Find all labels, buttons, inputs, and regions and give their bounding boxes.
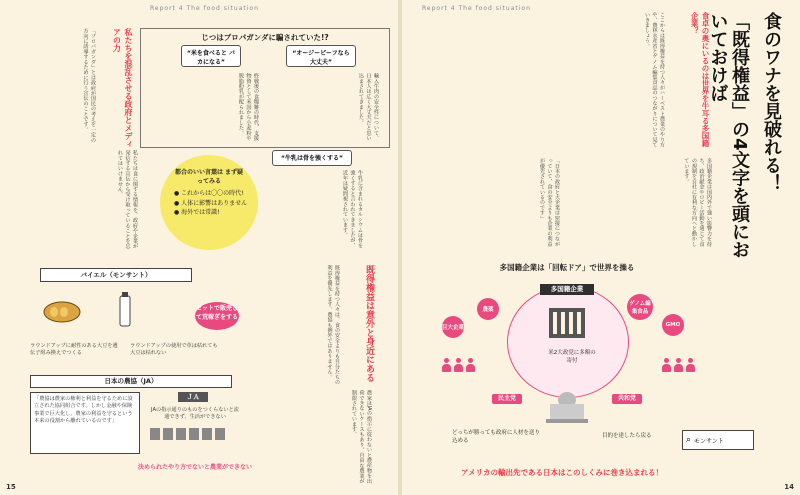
soybean-illustration (40, 290, 150, 340)
ja-text: 「農協は農家の権利と利益を守るために設立された協同組合です。しかし金融や保険事業で巨大化し、農家の利益を守るという本来の役割から離れているのです」 (30, 392, 140, 454)
side-text: 「プロパガンダ」とは政府が国民の考えを一定の方向に誘導するために行う宣伝のことです。 (82, 28, 96, 143)
kiken-heading: 既得権益は意外と身近にある (364, 265, 374, 382)
diagram-ring (507, 286, 629, 398)
diagram-footer: アメリカの輸出先である日本はこのしくみに巻き込まれる！ (461, 468, 663, 477)
callout-list (174, 189, 247, 218)
col-text: 農家はJAの指示に従わないと農産物を出荷できないケースもあり、自由な農業が制限されています。 (350, 390, 372, 484)
farmer-icon (202, 428, 212, 440)
left-page (0, 0, 398, 495)
farmer-icon (215, 428, 225, 440)
running-header-left: Report 4 The food situation (150, 5, 259, 12)
search-tag-label: モンサント (694, 437, 724, 445)
farmers-row (150, 428, 245, 442)
circle-genome: ゲノム編集食品 (627, 294, 653, 320)
title-line-2: 食のワナを見破れる！ (761, 12, 782, 192)
note-left: どっちが勝っても政府に人材を送り込める (452, 430, 540, 444)
bubble-rice: “米を食べると バカになる” (181, 45, 241, 67)
ja-label: ＪＡ (178, 392, 208, 402)
propaganda-title: じつはプロパガンダに騙されていた!? (201, 33, 329, 42)
milk-text: 牛乳に含まれるカルシウムは骨を強くすると言われてきましたが、近年は疑問視されています。 (341, 170, 363, 248)
circle-giant-corp: 巨大企業 (442, 316, 464, 338)
search-tag[interactable] (682, 430, 754, 450)
callout-item-2: ● 人体に影響はありません (174, 199, 248, 207)
person-icon (662, 358, 671, 372)
farmer-icon (163, 428, 173, 440)
farmer-icon (189, 428, 199, 440)
bayer-title: バイエル（モンサント） (40, 268, 192, 282)
bubble-beef: “オージービーフなら 大丈夫” (286, 45, 356, 67)
center-label: 多国籍企業 (540, 284, 594, 295)
ja-sub: JAの指示通りのものをつくらないと流通できず、生活ができない (151, 407, 239, 420)
capitol-icon (544, 388, 590, 424)
callout-title: 都合のいい言葉は まず疑ってみる (174, 169, 244, 185)
farmer-icon (176, 428, 186, 440)
person-icon (674, 358, 683, 372)
person-icon (442, 358, 451, 372)
bayer-stamp: セットで販売して荒稼ぎをする (195, 302, 239, 330)
note-right: 目的を達したら戻る (602, 433, 652, 439)
person-icon (686, 358, 695, 372)
bayer-caption-2: ラウンドアップの使用で草は枯れても大豆は枯れない (130, 343, 218, 356)
right-para-1: ここからは既得権益を持つ人々がハーベスト農業のやり方や、農林水産省とゲノム編集食品のつながりについて見ていきましょう。 (643, 12, 665, 148)
circle-pesticide: 農薬 (477, 298, 499, 320)
kiken-text: 既得権益を持つ人々は、食の安全よりも自分たちの利益を優先します。農協も例外ではありません。 (326, 265, 340, 385)
circle-gmo: GMO (662, 314, 684, 336)
running-header-right: Report 4 The food situation (422, 5, 531, 12)
mid-label: 米2大政党に多額の寄付 (548, 350, 596, 364)
ja-footer: 決められたやり方でないと農業ができない (137, 464, 252, 471)
callout-circle (160, 155, 258, 250)
party-republican: 共和党 (612, 394, 642, 404)
propaganda-text-2: 輸入牛肉の安全性について、日本人は広く大丈夫だと思い込まされてきました。 (357, 73, 379, 141)
search-icon: ⌕ (686, 435, 692, 445)
building-icon (547, 304, 587, 340)
callout-item-3: ● 海外では常識! (174, 209, 220, 217)
right-para-2: 「日本の政府と大企業は密接につながっていて、食の安全よりも企業の利益が優先されているのです」 (538, 158, 560, 247)
party-democrat: 民主党 (492, 394, 522, 404)
page-number-right: 14 (784, 483, 794, 491)
diagram-title: 多国籍企業は「回転ドア」で世界を操る (499, 263, 635, 272)
right-subheading: 食卓の奥にいるのは世界を牛耳る多国籍企業？ (690, 12, 710, 147)
bayer-caption-1: ラウンドアップに耐性のある大豆を遺伝子組み換えでつくる (30, 343, 118, 356)
propaganda-box (140, 28, 390, 148)
title-line-1: 「既得権益」の4文字を頭においておけば (707, 12, 750, 259)
callout-item-1: ● これからは〇〇の時代! (174, 190, 244, 197)
herbicide-sprayer-icon (120, 296, 130, 326)
propaganda-text-1: 終戦後の食糧難の時代、支援物資として米国から小麦粉や脱脂粉乳が配られました。 (237, 73, 259, 141)
side-heading: 私たちを混乱させる政府とメディアの力 (112, 28, 133, 148)
diagram (422, 276, 712, 461)
ja-title: 日本の農協（JA） (30, 375, 232, 388)
farmer-icon (150, 428, 160, 440)
page-number-left: 15 (6, 483, 16, 491)
right-page (402, 0, 800, 495)
bubble-milk: “牛乳は骨を強くする” (272, 150, 352, 166)
person-icon (466, 358, 475, 372)
right-para-3: 多国籍企業は国内外で強い影響力を持ち、政治献金やロビー活動を通じて食の規制を自社に有利な方向へと動かしています。 (683, 158, 712, 247)
person-icon (454, 358, 463, 372)
middle-text: 私たちは食に関する情報を、政府や企業が発信する宣伝から受け取っていることを忘れてはいけません。 (116, 150, 138, 249)
